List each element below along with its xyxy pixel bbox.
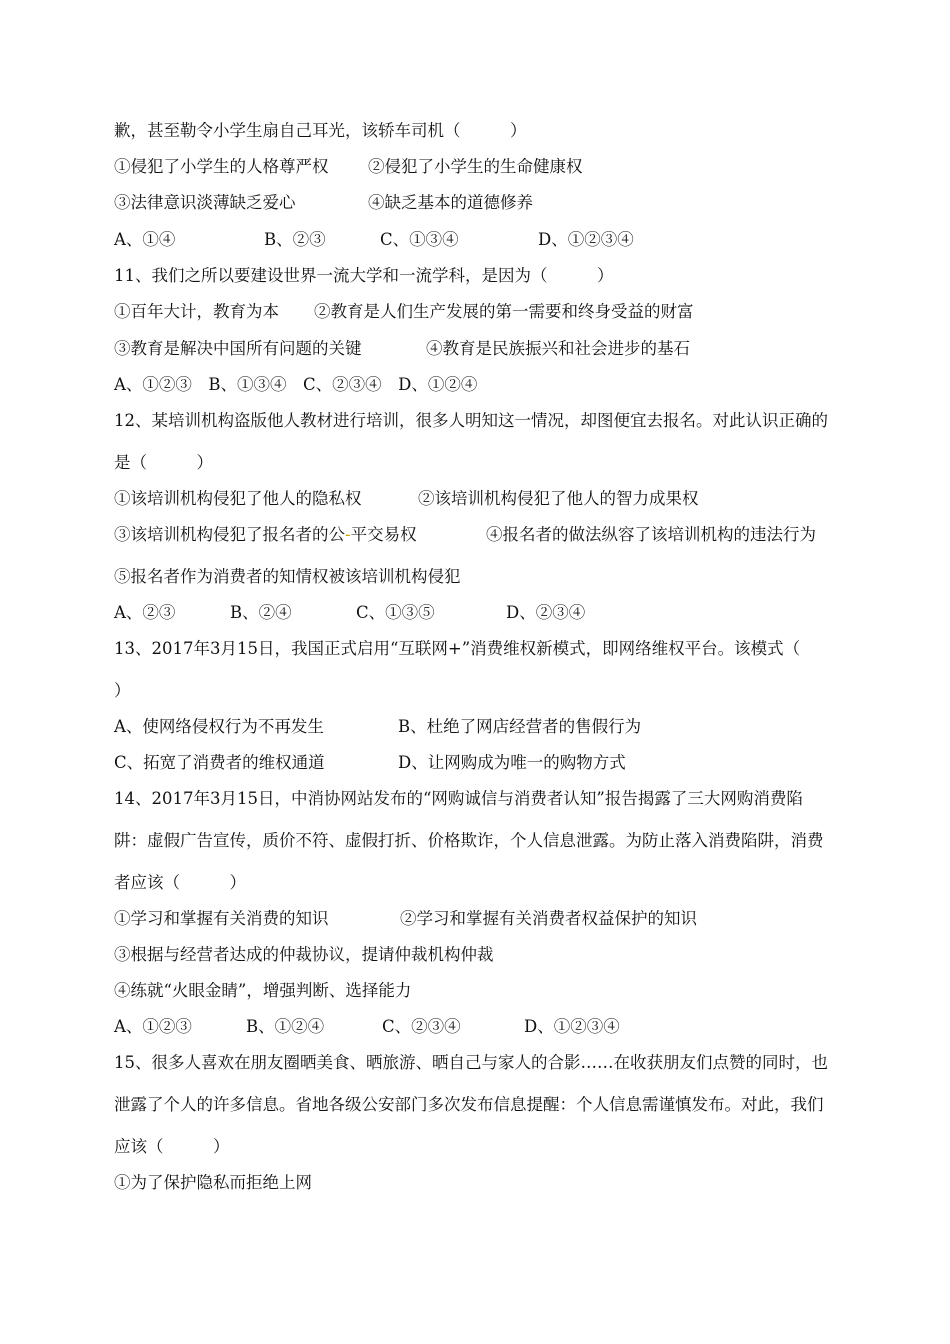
q12-choice-d: D、②③④: [506, 603, 586, 622]
q14-stem-line-1: 14、2017年3月15日，中消协网站发布的“网购诚信与消费者认知”报告揭露了三大网购消费陷: [114, 789, 803, 808]
q13-options-row-2: [114, 752, 850, 774]
q12-option-3-part-1: ③该培训机构侵犯了报名者的公: [114, 525, 345, 544]
q14-answer-choices: [114, 1016, 850, 1038]
q11-option-2: ②教育是人们生产发展的第一需要和终身受益的财富: [314, 302, 694, 321]
q14-option-1: ①学习和掌握有关消费的知识: [114, 909, 329, 928]
q12-option-2: ②该培训机构侵犯了他人的智力成果权: [418, 489, 699, 508]
q12-option-3-part-2: 平交易权: [350, 525, 417, 544]
q12-choice-b: B、②④: [230, 603, 292, 622]
q15-stem-line-3: 应该（ ）: [114, 1137, 230, 1156]
q10-option-2: ②侵犯了小学生的生命健康权: [368, 157, 583, 176]
q14-stem-line-2: 阱：虚假广告宣传，质价不符、虚假打折、价格欺诈，个人信息泄露。为防止落入消费陷阱，消费: [114, 831, 824, 850]
q12-choice-c: C、①③⑤: [356, 603, 435, 622]
q10-option-3: ③法律意识淡薄缺乏爱心: [114, 193, 296, 212]
q10-option-4: ④缺乏基本的道德修养: [368, 193, 533, 212]
q14-choice-d: D、①②③④: [524, 1017, 620, 1036]
q13-stem-line-1: 13、2017年3月15日，我国正式启用“互联网+”消费维权新模式，即网络维权平台。该模式（: [114, 639, 801, 658]
q10-option-1: ①侵犯了小学生的人格尊严权: [114, 157, 329, 176]
q13-options-row-1: [114, 716, 850, 738]
q12-option-3: [114, 524, 486, 546]
q13-choice-a: A、使网络侵权行为不再发生: [114, 717, 324, 736]
q10-stem-continuation: 歉，甚至勒令小学生扇自己耳光，该轿车司机（ ）: [114, 121, 527, 140]
q11-option-1: ①百年大计，教育为本: [114, 302, 279, 321]
q12-option-3-stray-mark: -: [345, 525, 351, 544]
q14-choice-b: B、①②④: [246, 1017, 325, 1036]
q10-choice-d: D、①②③④: [538, 230, 634, 249]
q14-choice-c: C、②③④: [382, 1017, 461, 1036]
q12-option-1: ①该培训机构侵犯了他人的隐私权: [114, 489, 362, 508]
q15-stem-line-2: 泄露了个人的许多信息。省地各级公安部门多次发布信息提醒：个人信息需谨慎发布。对此，我们: [114, 1095, 824, 1114]
q11-option-3: ③教育是解决中国所有问题的关键: [114, 339, 362, 358]
q13-choice-d: D、让网购成为唯一的购物方式: [398, 753, 626, 772]
q14-option-3: ③根据与经营者达成的仲裁协议，提请仲裁机构仲裁: [114, 945, 494, 964]
q14-choice-a: A、①②③: [114, 1017, 192, 1036]
q10-choice-b: B、②③: [264, 230, 326, 249]
q14-stem-line-3: 者应该（ ）: [114, 873, 246, 892]
q11-option-4: ④教育是民族振兴和社会进步的基石: [426, 339, 690, 358]
q11-options-row-2: [114, 338, 850, 360]
q12-choice-a: A、②③: [114, 603, 176, 622]
q15-option-1: ①为了保护隐私而拒绝上网: [114, 1173, 312, 1192]
q12-stem-line-1: 12、某培训机构盗版他人教材进行培训，很多人明知这一情况，却图便宜去报名。对此认识正确的: [114, 411, 828, 430]
q14-option-2: ②学习和掌握有关消费者权益保护的知识: [400, 909, 697, 928]
q14-option-4: ④练就“火眼金睛”，增强判断、选择能力: [114, 981, 412, 1000]
q13-choice-c: C、拓宽了消费者的维权通道: [114, 753, 325, 772]
q12-options-row-2: [114, 524, 850, 546]
q11-answer-choices: A、①②③ B、①③④ C、②③④ D、①②④: [114, 375, 478, 394]
q10-choice-a: A、①④: [114, 230, 176, 249]
q12-options-row-1: [114, 488, 850, 510]
q11-options-row-1: [114, 301, 850, 323]
q14-options-row-1: [114, 908, 850, 930]
q11-stem: 11、我们之所以要建设世界一流大学和一流学科，是因为（ ）: [114, 266, 614, 285]
q13-stem-line-2: ）: [114, 681, 131, 700]
q12-option-4: ④报名者的做法纵容了该培训机构的违法行为: [486, 525, 816, 544]
q12-option-5: ⑤报名者作为消费者的知情权被该培训机构侵犯: [114, 567, 461, 586]
q10-answer-choices: [114, 229, 850, 251]
q10-options-row-2: [114, 192, 850, 214]
q12-stem-line-2: 是（ ）: [114, 453, 213, 472]
q13-choice-b: B、杜绝了网店经营者的售假行为: [398, 717, 642, 736]
q10-options-row-1: [114, 156, 850, 178]
q10-choice-c: C、①③④: [380, 230, 459, 249]
q12-answer-choices: [114, 602, 850, 624]
q15-stem-line-1: 15、很多人喜欢在朋友圈晒美食、晒旅游、晒自己与家人的合影……在收获朋友们点赞的同时，也: [114, 1053, 828, 1072]
